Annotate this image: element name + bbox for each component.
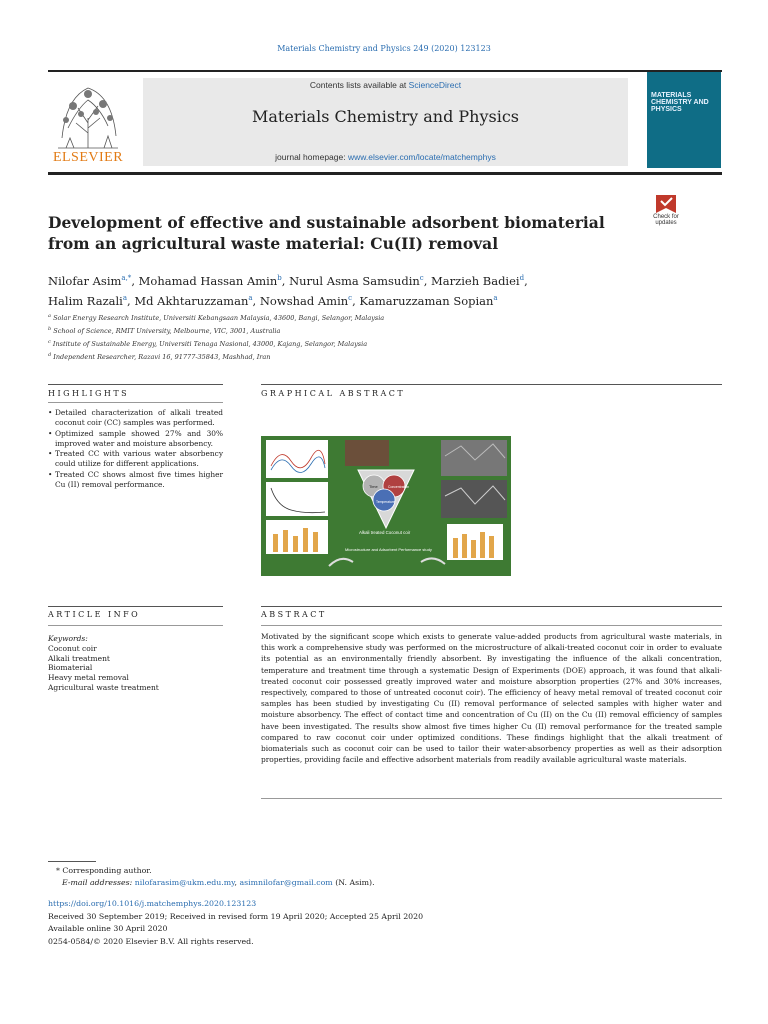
sem-image-bottom <box>441 480 507 518</box>
performance-study-label: Microstructure and Adsorbent Performance study <box>345 547 432 552</box>
email-separator: , <box>234 878 240 887</box>
keyword-item: Coconut coir <box>48 643 97 653</box>
homepage-link[interactable]: www.elsevier.com/locate/matchemphys <box>347 152 496 162</box>
keywords-label: Keywords: <box>48 634 88 643</box>
author-affiliation-marker[interactable]: c <box>419 274 424 282</box>
sciencedirect-link[interactable]: ScienceDirect <box>408 80 462 90</box>
affiliation-marker: c <box>48 339 51 346</box>
author-affiliation-marker[interactable]: a <box>493 293 498 302</box>
elsevier-wordmark: ELSEVIER <box>52 150 124 165</box>
contents-prefix: Contents lists available at <box>309 80 409 90</box>
author-name[interactable]: Halim Razali <box>48 293 123 308</box>
affiliation-marker: d <box>48 352 52 359</box>
flow-arrow-right <box>421 558 445 564</box>
abstract-text: Motivated by the significant scope which exists to generate value-added products from agricultural waste materials, in this work a comprehensive study was performed on the microstructure of alkali-treated coconut coir in order to evaluate its potential as an environmentally friendly absorbent. By investigating the influence of the alkali concentration, temperature and treatment time through a systematic Design of Experiments (DOE) approach, it was found that alkali-treated coconut coir possessed greatly improved water and moisture absorption properties (27% and 30% increases, respectively, compared to those of untreated coconut coir). The efficiency of heavy metal removal of treated coconut coir samples has been studied by investigating Cu (II) removal performance of selected samples with higher water and moisture absorbency. The effect of contact time and concentration of Cu (II) on the Cu (II) removal efficiency of samples have been investigated. The results show almost five times higher Cu (II) removal performance for the treated sample compared to raw coconut coir under optimized conditions. These findings highlight that the alkali treatment of biomaterials such as coconut coir can be used to tailor their water-absorbency properties as well as their adsorption properties, providing facile and effective adsorbent materials from readily available agricultural waste materials. <box>261 632 722 765</box>
article-info-rule-inner <box>48 625 223 626</box>
highlight-item: • Optimized sample showed 27% and 30% improved water and moisture absorbency. <box>48 429 223 450</box>
corresponding-author-note: * Corresponding author. <box>56 866 152 875</box>
affiliation-item <box>48 311 688 324</box>
citation-line[interactable]: Materials Chemistry and Physics 249 (2020) 123123 <box>277 44 491 53</box>
affiliation-marker: a <box>48 313 51 319</box>
coconut-coir-photo <box>345 440 389 466</box>
isotherm-plot-panel <box>266 482 328 516</box>
author-name[interactable]: Nurul Asma Samsudin <box>289 273 420 288</box>
abstract-rule <box>261 606 722 607</box>
highlight-item: • Treated CC with various water absorbency could utilize for different applications. <box>48 449 223 470</box>
affiliation-list <box>48 311 688 364</box>
author-affiliation-marker[interactable]: d <box>519 274 525 282</box>
graphical-abstract-figure <box>261 436 511 576</box>
author-affiliation-marker[interactable]: a <box>248 293 253 302</box>
email-link-2[interactable]: asimnilofar@gmail.com <box>239 878 333 887</box>
author-name[interactable]: Nowshad Amin <box>259 293 349 308</box>
received-dates: Received 30 September 2019; Received in revised form 19 April 2020; Accepted 25 April 2020 <box>48 912 424 921</box>
affiliation-text: Institute of Sustainable Energy, Universiti Tenaga Nasional, 43000, Kajang, Selangor, Malaysia <box>52 340 368 349</box>
email-suffix: (N. Asim). <box>332 878 375 887</box>
affiliation-text: Solar Energy Research Institute, Universiti Kebangsaan Malaysia, 43600, Bangi, Selangor, Malaysia <box>53 314 385 323</box>
available-online: Available online 30 April 2020 <box>48 924 168 933</box>
highlights-list <box>48 408 223 490</box>
email-label: E-mail addresses: <box>62 878 135 887</box>
affiliation-text: Independent Researcher, Razavi 16, 91777-35843, Mashhad, Iran <box>53 353 271 362</box>
copyright-line: 0254-0584/© 2020 Elsevier B.V. All rights reserved. <box>48 937 254 946</box>
venn-label-concentration: Concentration <box>388 485 410 489</box>
highlights-heading: HIGHLIGHTS <box>48 389 130 398</box>
affiliation-text: School of Science, RMIT University, Melbourne, VIC, 3001, Australia <box>53 327 281 336</box>
header-rule-bottom <box>48 172 722 175</box>
journal-cover-thumbnail <box>647 72 721 168</box>
doi-link[interactable]: https://doi.org/10.1016/j.matchemphys.2020.123123 <box>48 899 257 908</box>
venn-label-time: Time <box>369 484 378 489</box>
venn-label-temperature: Temperature <box>376 500 396 504</box>
sem-image-top <box>441 440 507 476</box>
keywords-block <box>48 634 238 693</box>
graphical-abstract-image <box>261 436 511 576</box>
homepage-prefix: journal homepage: <box>275 152 348 162</box>
keywords-list <box>48 644 238 693</box>
journal-cover-title: MATERIALS CHEMISTRY AND PHYSICS <box>651 92 709 113</box>
abstract-heading: ABSTRACT <box>261 610 327 619</box>
graphical-abstract-heading: GRAPHICAL ABSTRACT <box>261 389 406 398</box>
abstract-rule-inner <box>261 625 722 626</box>
journal-title: Materials Chemistry and Physics <box>251 107 520 126</box>
flow-arrow-left <box>329 559 353 566</box>
author-name[interactable]: Mohamad Hassan Amin <box>138 273 278 288</box>
author-affiliation-marker[interactable]: c <box>348 293 353 302</box>
doi-line <box>48 898 708 911</box>
affiliation-item <box>48 337 688 350</box>
abstract-rule-bottom <box>261 798 722 799</box>
author-name[interactable]: Kamaruzzaman Sopian <box>359 293 494 308</box>
contents-line <box>143 80 628 90</box>
author-affiliation-marker[interactable]: a,* <box>121 274 132 282</box>
journal-homepage-line <box>143 152 628 162</box>
highlights-rule-inner <box>48 402 223 403</box>
graphical-abstract-rule <box>261 384 722 385</box>
article-info-heading: ARTICLE INFO <box>48 610 141 619</box>
highlights-rule <box>48 384 223 385</box>
keyword-item: Heavy metal removal <box>48 673 129 683</box>
keyword-item: Biomaterial <box>48 663 93 673</box>
author-name[interactable]: Nilofar Asim <box>48 273 122 288</box>
check-updates-label[interactable]: Check for updates <box>653 214 679 226</box>
email-link-1[interactable]: nilofarasim@ukm.edu.my <box>134 878 235 887</box>
author-list: Nilofar Asim$^{a,*}$, Mohamad Hassan Amin$^b$, Nurul Asma Samsudin$^c$, Marzieh Badiei$^d$, Halim Razali$^a$, Md Akhtaruzzaman$^a$, Nowshad Amin$^c$, Kamaruzzaman Sopian$^a$ <box>48 273 528 308</box>
affiliation-marker: b <box>48 326 52 333</box>
affiliation-item <box>48 350 688 363</box>
highlight-item: • Treated CC shows almost five times higher Cu (II) removal performance. <box>48 470 223 491</box>
email-line <box>62 877 722 890</box>
footnote-rule <box>48 861 96 862</box>
affiliation-item <box>48 324 688 337</box>
treated-coir-label: Alkali treated Coconut coir <box>359 530 411 535</box>
author-affiliation-marker[interactable]: a <box>122 293 128 302</box>
highlight-item: • Detailed characterization of alkali treated coconut coir (CC) samples was performed. <box>48 408 223 429</box>
keyword-item: Alkali treatment <box>48 653 110 663</box>
author-name[interactable]: Md Akhtaruzzaman <box>134 293 249 308</box>
article-info-rule <box>48 606 223 607</box>
author-name[interactable]: Marzieh Badiei <box>431 273 520 288</box>
header-rule-top <box>48 70 722 72</box>
keyword-item: Agricultural waste treatment <box>48 682 159 692</box>
article-title: Development of effective and sustainable adsorbent biomaterial from an agricultural waste material: Cu(II) removal <box>48 213 605 253</box>
author-affiliation-marker[interactable]: b <box>277 274 282 282</box>
